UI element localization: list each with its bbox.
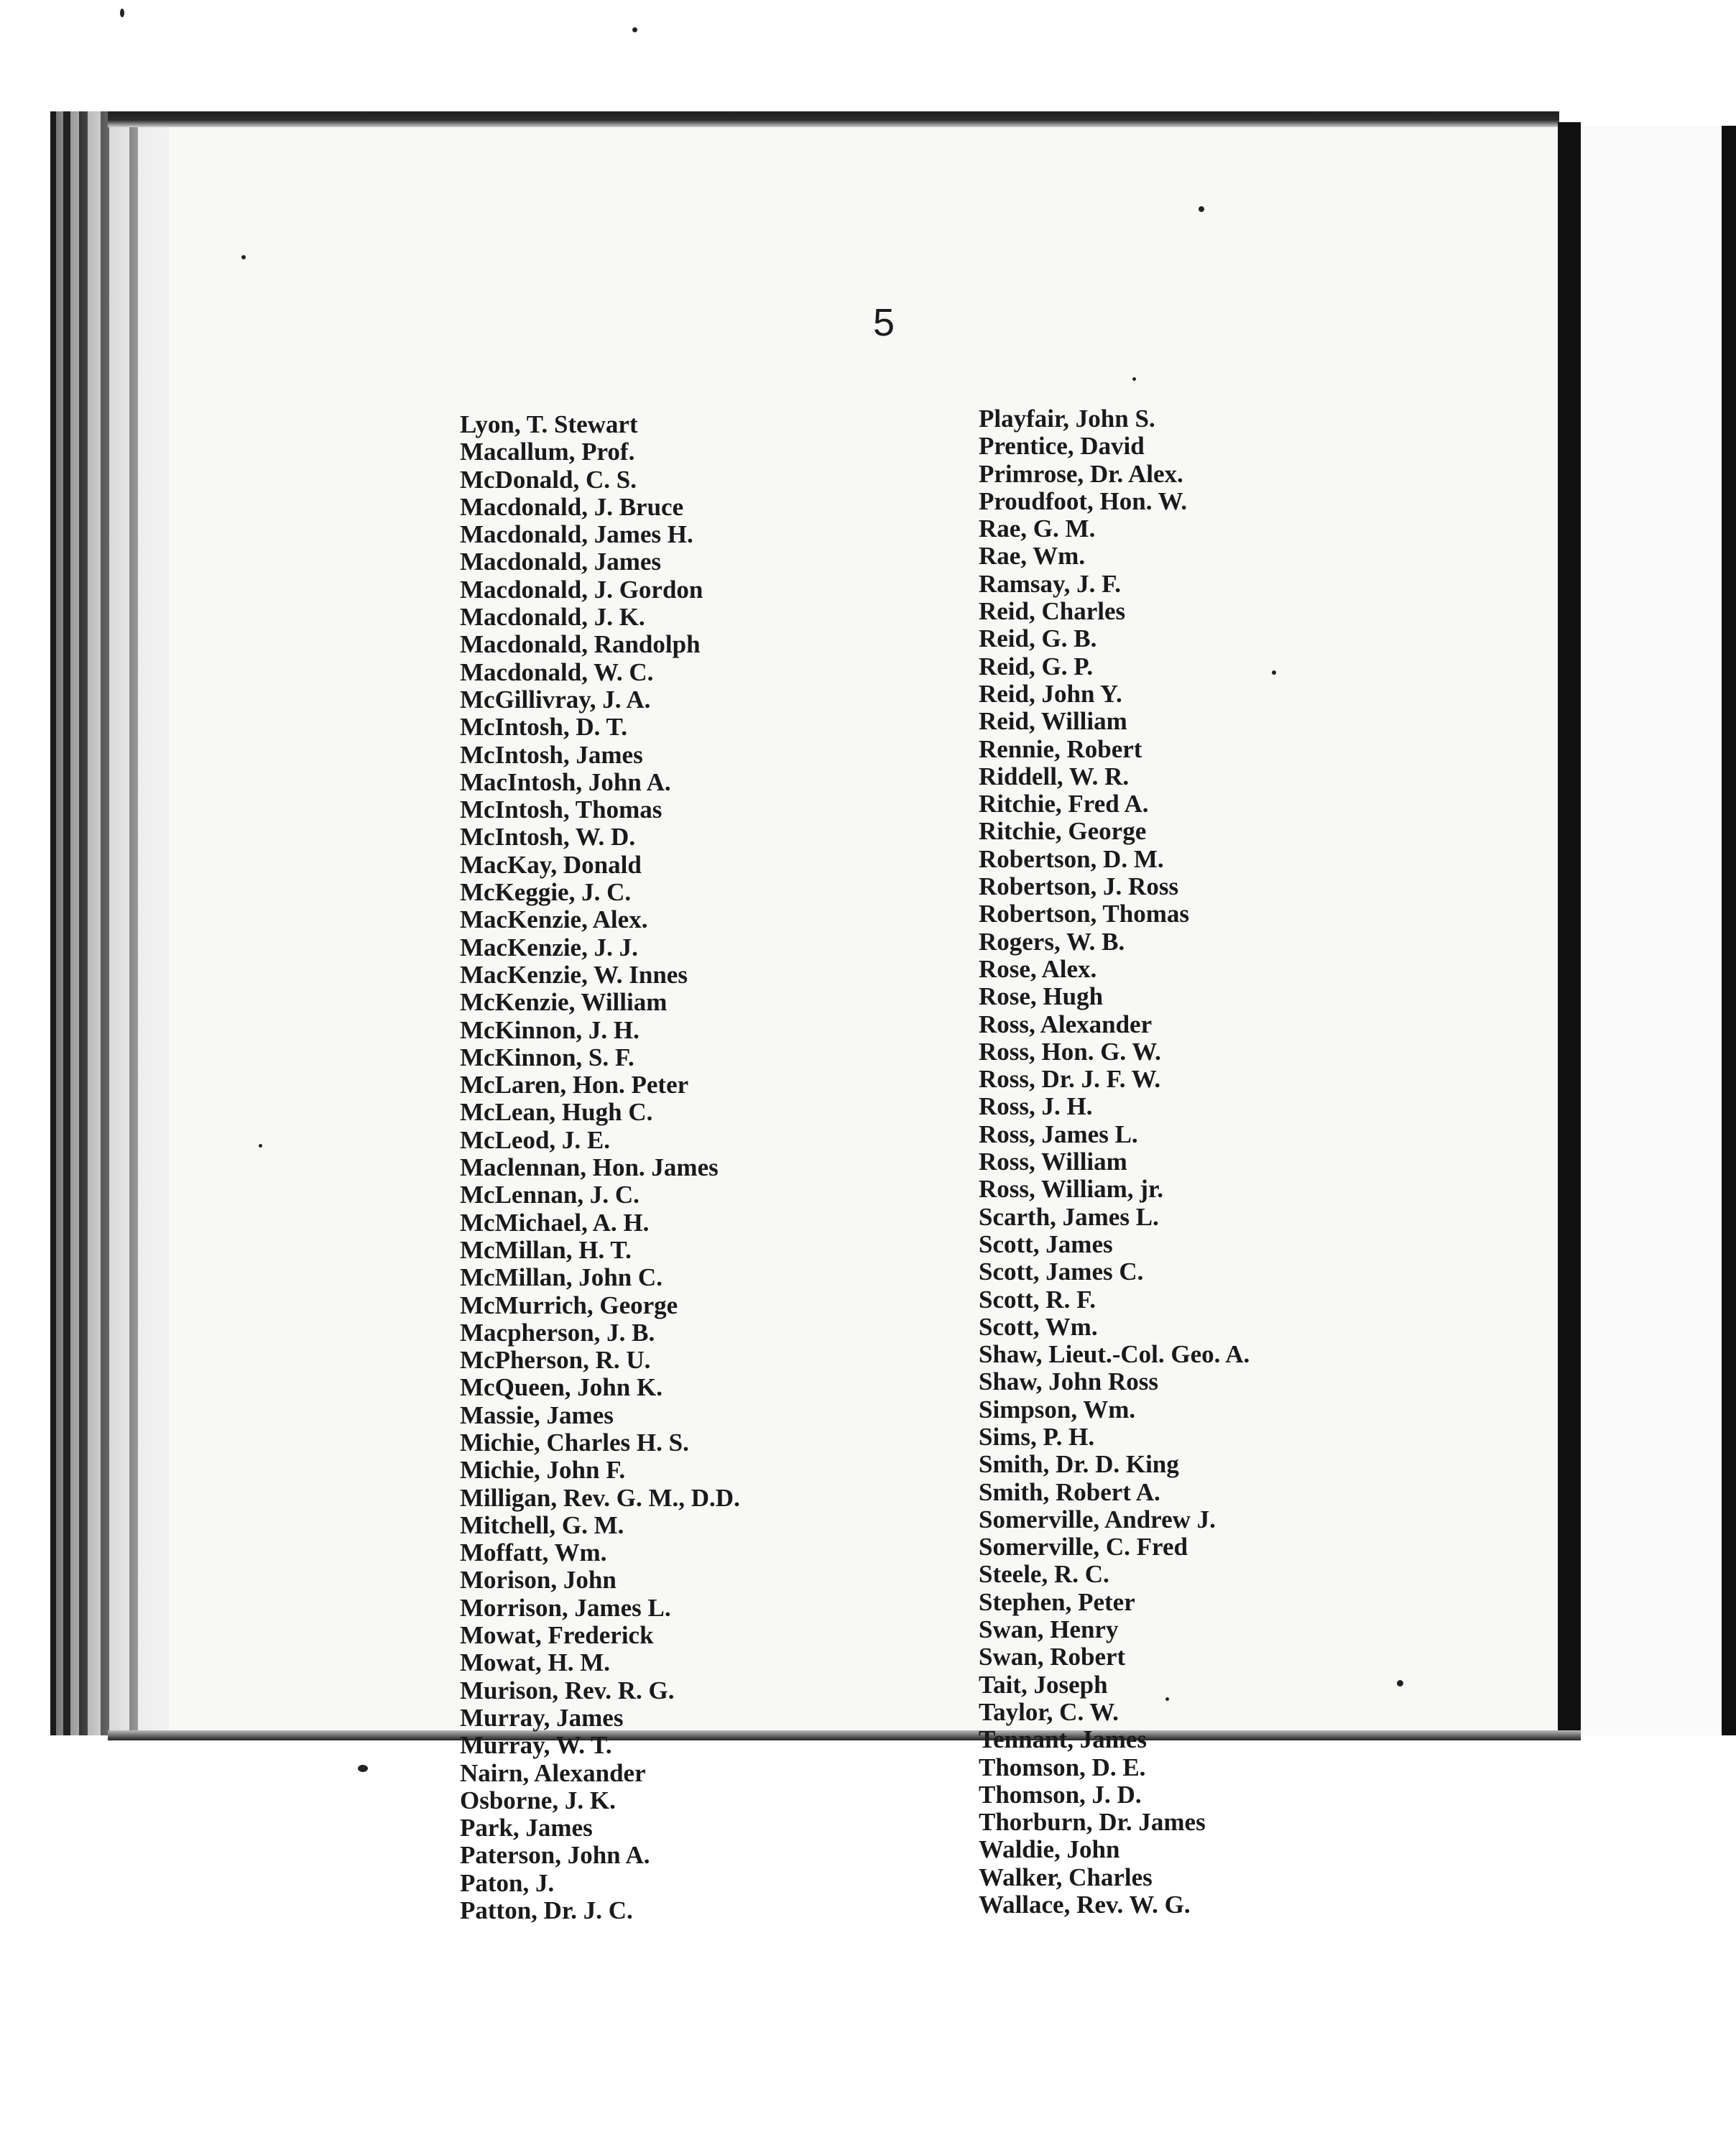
scan-speck — [241, 255, 246, 259]
name-entry: Waldie, John — [979, 1835, 1120, 1864]
name-entry: McKinnon, S. F. — [460, 1043, 634, 1071]
name-entry: Sims, P. H. — [979, 1422, 1095, 1451]
name-entry: Rennie, Robert — [979, 734, 1142, 763]
name-entry: Murray, W. T. — [460, 1731, 612, 1760]
name-entry: MacKenzie, J. J. — [460, 933, 638, 961]
name-entry: McMillan, H. T. — [460, 1235, 632, 1264]
name-entry: Murison, Rev. R. G. — [460, 1676, 675, 1704]
name-entry: McIntosh, W. D. — [460, 823, 636, 852]
scan-speck — [120, 9, 124, 17]
name-entry: Simpson, Wm. — [979, 1395, 1136, 1424]
name-entry: Ramsay, J. F. — [979, 569, 1122, 598]
name-entry: Smith, Robert A. — [979, 1477, 1160, 1506]
name-entry: Thomson, D. E. — [979, 1753, 1146, 1781]
name-entry: Ross, Hon. G. W. — [979, 1037, 1161, 1066]
page-number: 5 — [873, 301, 895, 344]
name-entry: Shaw, Lieut.-Col. Geo. A. — [979, 1340, 1250, 1369]
name-entry: Walker, Charles — [979, 1863, 1153, 1891]
name-entry: Thorburn, Dr. James — [979, 1808, 1206, 1837]
name-entry: Stephen, Peter — [979, 1587, 1135, 1616]
name-entry: Macdonald, J. K. — [460, 603, 645, 632]
name-entry: Massie, James — [460, 1401, 614, 1429]
name-entry: Somerville, Andrew J. — [979, 1505, 1216, 1533]
name-entry: Robertson, D. M. — [979, 844, 1164, 873]
name-entry: Reid, G. P. — [979, 652, 1094, 680]
name-entry: Riddell, W. R. — [979, 762, 1130, 790]
scan-speck — [1199, 206, 1204, 212]
name-entry: Steele, R. C. — [979, 1560, 1109, 1589]
name-entry: Ross, J. H. — [979, 1092, 1093, 1121]
name-entry: Mowat, Frederick — [460, 1621, 654, 1650]
name-entry: Proudfoot, Hon. W. — [979, 486, 1188, 515]
name-entry: Shaw, John Ross — [979, 1367, 1158, 1396]
name-entry: Macdonald, James H. — [460, 520, 693, 549]
name-entry: Michie, Charles H. S. — [460, 1428, 689, 1457]
scan-speck — [632, 27, 637, 32]
name-entry: MacKay, Donald — [460, 850, 642, 879]
name-entry: McLaren, Hon. Peter — [460, 1071, 689, 1099]
name-entry: Rae, G. M. — [979, 515, 1096, 543]
scan-speck — [1132, 377, 1136, 381]
name-entry: Morrison, James L. — [460, 1593, 671, 1622]
name-entry: Scott, James — [979, 1229, 1113, 1258]
name-entry: Rogers, W. B. — [979, 927, 1125, 956]
name-entry: Scarth, James L. — [979, 1202, 1159, 1231]
name-entry: Mitchell, G. M. — [460, 1510, 624, 1539]
book-page-edges — [50, 111, 169, 1735]
name-entry: Paton, J. — [460, 1868, 555, 1897]
name-entry: Murray, James — [460, 1703, 624, 1732]
book-bottom-edge — [108, 1730, 1581, 1740]
name-entry: Reid, Charles — [979, 597, 1126, 626]
name-entry: MacKenzie, W. Innes — [460, 960, 688, 989]
name-entry: Macdonald, J. Gordon — [460, 575, 703, 604]
scan-speck — [1397, 1680, 1403, 1687]
name-entry: Scott, James C. — [979, 1258, 1144, 1286]
name-entry: Swan, Robert — [979, 1643, 1126, 1671]
name-entry: Scott, Wm. — [979, 1312, 1098, 1341]
name-entry: Scott, R. F. — [979, 1285, 1096, 1314]
name-entry: Ross, William, jr. — [979, 1175, 1164, 1204]
name-entry: Ross, Alexander — [979, 1010, 1153, 1038]
name-entry: Michie, John F. — [460, 1456, 626, 1485]
facing-page-edge — [1722, 126, 1736, 1735]
name-entry: Tennant, James — [979, 1725, 1148, 1754]
name-entry: Reid, G. B. — [979, 624, 1097, 653]
name-entry: McLeod, J. E. — [460, 1125, 611, 1154]
name-entry: Playfair, John S. — [979, 405, 1155, 433]
name-entry: MacKenzie, Alex. — [460, 905, 648, 934]
name-entry: Patton, Dr. J. C. — [460, 1896, 633, 1925]
scan-speck — [1272, 670, 1276, 675]
name-entry: Somerville, C. Fred — [979, 1533, 1188, 1561]
name-entry: Morison, John — [460, 1566, 617, 1595]
name-entry: McDonald, C. S. — [460, 465, 637, 494]
name-entry: Smith, Dr. D. King — [979, 1450, 1179, 1479]
name-entry: Lyon, T. Stewart — [460, 410, 638, 438]
name-entry: McKenzie, William — [460, 988, 668, 1017]
name-entry: Primrose, Dr. Alex. — [979, 459, 1183, 488]
name-entry: Prentice, David — [979, 432, 1145, 461]
name-entry: McLean, Hugh C. — [460, 1098, 653, 1127]
name-entry: Moffatt, Wm. — [460, 1538, 607, 1567]
name-entry: Tait, Joseph — [979, 1670, 1108, 1699]
name-entry: Milligan, Rev. G. M., D.D. — [460, 1483, 740, 1512]
name-list-left-column — [460, 411, 740, 1924]
name-entry: Thomson, J. D. — [979, 1780, 1142, 1809]
name-entry: Taylor, C. W. — [979, 1697, 1119, 1726]
name-entry: Ross, William — [979, 1148, 1127, 1176]
name-entry: Ross, James L. — [979, 1120, 1138, 1148]
name-entry: McKeggie, J. C. — [460, 878, 632, 907]
name-entry: Ross, Dr. J. F. W. — [979, 1065, 1161, 1094]
name-entry: McMillan, John C. — [460, 1263, 662, 1292]
name-entry: Macpherson, J. B. — [460, 1318, 655, 1347]
name-entry: Robertson, J. Ross — [979, 872, 1179, 901]
name-entry: Robertson, Thomas — [979, 900, 1190, 928]
document-page — [169, 127, 1558, 1730]
name-entry: Wallace, Rev. W. G. — [979, 1891, 1191, 1919]
facing-page — [1581, 126, 1736, 1735]
name-entry: Osborne, J. K. — [460, 1786, 616, 1814]
name-entry: Swan, Henry — [979, 1615, 1119, 1644]
name-entry: Park, James — [460, 1814, 593, 1842]
scan-speck — [1165, 1697, 1169, 1701]
name-entry: Mowat, H. M. — [460, 1648, 610, 1677]
name-entry: McKinnon, J. H. — [460, 1015, 640, 1044]
name-entry: Nairn, Alexander — [460, 1758, 646, 1787]
name-entry: Macdonald, Randolph — [460, 630, 701, 659]
name-entry: McQueen, John K. — [460, 1373, 662, 1402]
name-entry: Reid, William — [979, 707, 1127, 736]
name-entry: Ritchie, George — [979, 817, 1147, 846]
name-entry: McGillivray, J. A. — [460, 685, 651, 714]
name-entry: Rae, Wm. — [979, 542, 1086, 571]
name-entry: McPherson, R. U. — [460, 1346, 651, 1375]
name-entry: McIntosh, Thomas — [460, 795, 662, 824]
name-entry: Ritchie, Fred A. — [979, 790, 1149, 818]
book-top-edge — [108, 111, 1559, 127]
name-list-right-column — [979, 405, 1250, 1919]
name-entry: Rose, Alex. — [979, 954, 1097, 983]
name-entry: Macallum, Prof. — [460, 438, 635, 466]
scan-speck — [358, 1765, 368, 1772]
name-entry: Macdonald, James — [460, 548, 661, 576]
name-entry: McIntosh, D. T. — [460, 713, 628, 742]
name-entry: MacIntosh, John A. — [460, 767, 671, 796]
name-entry: Macdonald, W. C. — [460, 658, 654, 686]
name-entry: Paterson, John A. — [460, 1841, 650, 1870]
name-entry: McIntosh, James — [460, 740, 643, 769]
name-entry: Reid, John Y. — [979, 679, 1122, 708]
name-entry: Macdonald, J. Bruce — [460, 492, 684, 521]
scan-speck — [259, 1144, 262, 1148]
name-entry: Rose, Hugh — [979, 982, 1104, 1011]
book-gutter — [1558, 122, 1581, 1735]
name-entry: McMichael, A. H. — [460, 1208, 650, 1237]
name-entry: McLennan, J. C. — [460, 1181, 640, 1209]
name-entry: Maclennan, Hon. James — [460, 1153, 719, 1182]
name-entry: McMurrich, George — [460, 1291, 678, 1319]
